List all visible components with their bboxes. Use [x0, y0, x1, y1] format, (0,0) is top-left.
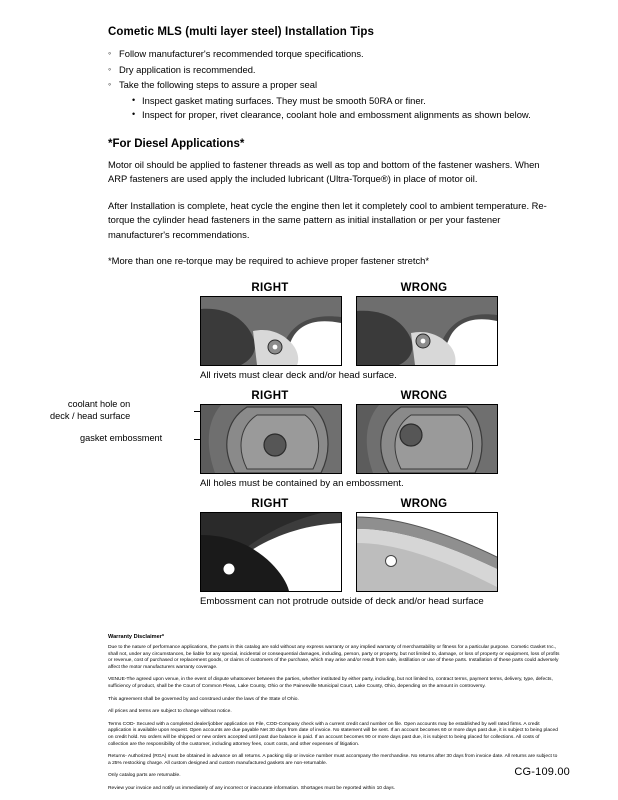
sub-list-item-label: Inspect for proper, rivet clearance, coolant hole and embossment alignments as shown below. — [142, 109, 531, 120]
warranty-heading: Warranty Disclaimer* — [108, 633, 165, 640]
callout-gasket-embossment — [80, 432, 162, 445]
sub-list-item — [132, 108, 578, 123]
figure-3-wrong-label: WRONG — [400, 497, 448, 510]
figure-2-panels — [200, 404, 578, 474]
page-title: Cometic MLS (multi layer steel) Installation Tips — [108, 26, 375, 38]
retorque-note: *More than one re-torque may be required to achieve proper fastener stretch* — [108, 254, 430, 266]
warranty-paragraph: VENUE-The agreed upon venue, in the event of dispute whatsoever between the parties, whether instituted by either party, including, but not limited to, contract terms, payment terms, delivery, type, defects, sufficiency of product, shall be the Court of Common Pleas, Lake County, Ohio or the Painesville Municipal Court, Lake County, Ohio, depending on the amount in controversy. — [108, 677, 553, 689]
list-item-label: Follow manufacturer's recommended torque specifications. — [119, 48, 364, 59]
figure-2-wrong-panel — [356, 404, 498, 474]
list-item-label: Take the following steps to assure a proper seal — [119, 79, 318, 90]
figure-2-caption: All holes must be contained by an embossment. — [200, 477, 404, 489]
callout-coolant-hole — [50, 398, 130, 423]
list-item-label: Dry application is recommended. — [119, 63, 256, 75]
diesel-paragraph-1: Motor oil should be applied to fastener threads as well as top and bottom of the fastener washers. When ARP fasteners are used apply the included lubricant (Ultra-Torque®) in place of motor oil. — [108, 158, 540, 184]
embossment-wrong-illustration — [357, 405, 497, 473]
warranty-paragraph: Returns- Authorized (RGA) must be obtained in advance on all returns. A packing slip or invoice number must accompany the merchandise. No returns after 30 days from invoice date. All returns are subject to a 25% restocking charge. All custom designed and custom manufactured gaskets are non-returnable. — [108, 754, 558, 766]
installation-tips-list — [40, 47, 578, 123]
figure-2-right-panel — [200, 404, 342, 474]
sub-list-item-label: Inspect gasket mating surfaces. They must be smooth 50RA or finer. — [142, 94, 426, 106]
warranty-paragraph: This agreement shall be governed by and construed under the laws of the State of Ohio. — [108, 696, 299, 702]
list-item — [108, 78, 578, 123]
document-id: CG-109.00 — [514, 766, 570, 778]
callout-coolant-hole-line1: coolant hole on — [67, 398, 131, 409]
figure-1-panels — [200, 296, 578, 366]
warranty-paragraph: Review your invoice and notify us immediately of any incorrect or inaccurate information. Shortages must be reported within 10 days. — [108, 785, 396, 791]
protrusion-right-illustration — [201, 513, 341, 591]
figure-embossment-protrusion — [200, 498, 578, 608]
figure-1-caption: All rivets must clear deck and/or head surface. — [200, 369, 397, 381]
rivet-right-illustration — [201, 297, 341, 365]
callout-gasket-embossment-label: gasket embossment — [80, 432, 163, 443]
diesel-paragraph-2: After Installation is complete, heat cycle the engine then let it completely cool to ambient temperature. Re-torque the cylinder head fasteners in the same pattern as initial installation or per your fastener manufacturer's recommendations. — [108, 200, 547, 240]
figure-2-wrong-label: WRONG — [400, 389, 448, 402]
figure-2-labels — [200, 390, 578, 404]
figure-1-wrong-panel — [356, 296, 498, 366]
warranty-paragraph: Terms COD- Secured with a completed dealer/jobber application on File, COD-Company check with a current credit card number on file. Open accounts may be established by well rated firms. A credit application is available upon request. Open accounts are due payable Net 30 days from date of invoice. No statement will be sent. If an account becomes 60 or more days past due, it is subject to being placed on credit hold. No orders will be shipped or new orders accepted until past due balance is paid. If an account becomes 90 or more days past due, it is subject to being placed for collections. All costs of collection are the responsibility of the customer, including attorney fees, court costs, and other expenses of litigation. — [108, 721, 558, 747]
sub-list — [119, 94, 578, 123]
list-item — [108, 47, 578, 62]
sub-list-item — [132, 94, 578, 109]
warranty-paragraph: All prices and terms are subject to change without notice. — [108, 709, 232, 715]
figure-1-labels — [200, 282, 578, 296]
warranty-paragraph: Due to the nature of performance applications, the parts in this catalog are sold without any express warranty or any implied warranty of merchantability or fitness for a particular purpose. Cometic Gasket Inc., shall not, under any circumstances, be liable for any special, incidental or consequential damages, including, person, party or property, but not limited to, damage, or loss of property or equipment, loss of profits or revenue, cost of purchased or replacement goods, or claims of customers of the purchase, which may arise and/or result from sale, instillation or use of these parts. Installation of these parts could adversely affect the motor manufacturers warranty coverage. — [108, 644, 560, 670]
figures-section — [40, 282, 578, 608]
callout-coolant-hole-line2: deck / head surface — [50, 411, 131, 422]
embossment-right-illustration — [201, 405, 341, 473]
figure-3-caption: Embossment can not protrude outside of deck and/or head surface — [200, 595, 484, 607]
figure-1-wrong-label: WRONG — [400, 281, 448, 294]
figure-3-right-panel — [200, 512, 342, 592]
figure-embossment-containment — [50, 389, 578, 490]
rivet-wrong-illustration — [357, 297, 497, 365]
figure-1-right-label: RIGHT — [251, 281, 289, 294]
figure-2-right-label: RIGHT — [251, 389, 289, 402]
figure-1-right-panel — [200, 296, 342, 366]
protrusion-wrong-illustration — [357, 513, 497, 591]
warranty-section — [108, 634, 578, 793]
figure-rivet-clearance — [200, 282, 578, 382]
diesel-heading: *For Diesel Applications* — [108, 137, 245, 150]
list-item — [108, 63, 578, 78]
figure-3-right-label: RIGHT — [251, 497, 289, 510]
figure-3-panels — [200, 512, 578, 592]
warranty-paragraph: Only catalog parts are returnable. — [108, 773, 181, 779]
figure-3-labels — [200, 498, 578, 512]
figure-3-wrong-panel — [356, 512, 498, 592]
